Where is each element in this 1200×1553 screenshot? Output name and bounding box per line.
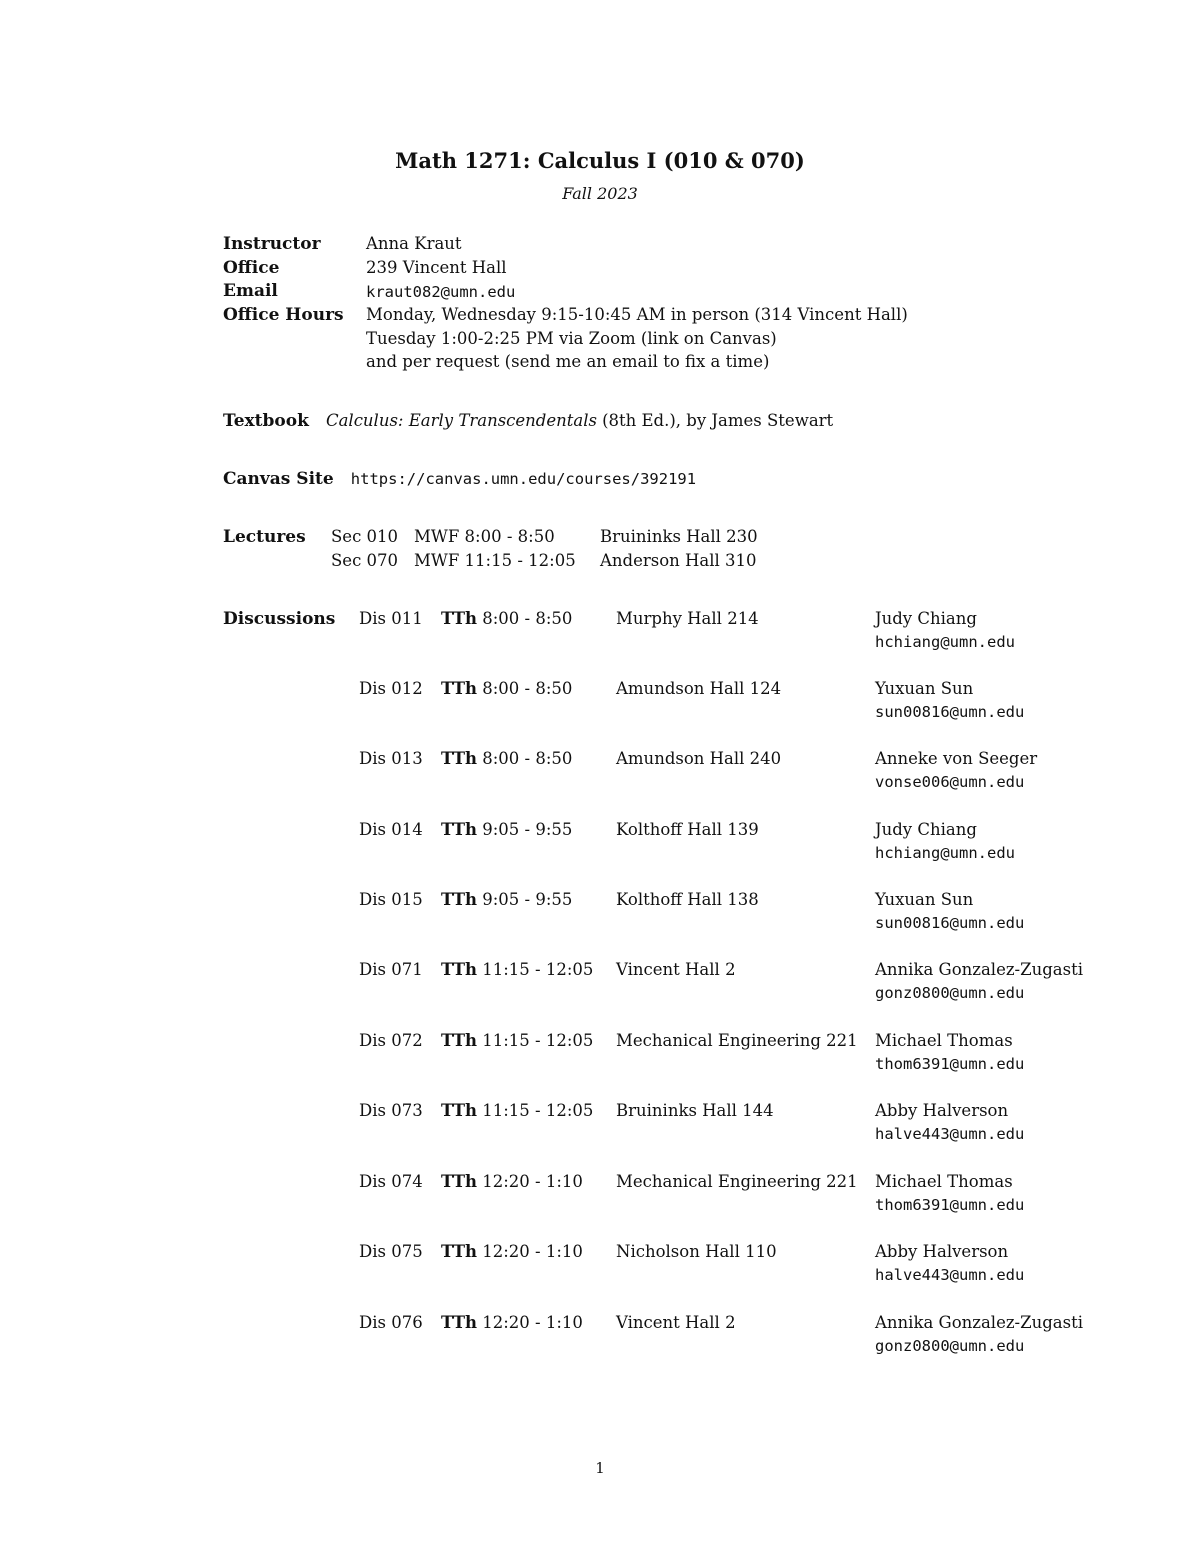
discussion-hours: 9:05 - 9:55 [482,820,573,839]
discussion-room: Vincent Hall 2 [616,1313,736,1332]
textbook-details: (8th Ed.), by James Stewart [602,411,834,430]
lecture-room: Bruininks Hall 230 [600,527,758,546]
ta-name: Judy Chiang [875,820,977,839]
office-hours-line: Tuesday 1:00-2:25 PM via Zoom (link on Canvas) [366,329,777,348]
lecture-section: Sec 010 [331,527,399,546]
discussion-time [441,1101,593,1120]
canvas-line [223,469,696,489]
office-hours-label: Office Hours [223,305,344,325]
discussion-hours: 11:15 - 12:05 [482,960,594,979]
ta-name: Michael Thomas [875,1031,1013,1050]
discussion-section: Dis 072 [359,1031,423,1050]
discussion-days: TTh [441,1242,477,1261]
office-hours-line: and per request (send me an email to fix a time) [366,352,770,371]
lecture-time: MWF 11:15 - 12:05 [414,551,576,570]
page-number: 1 [595,1459,605,1477]
discussion-days: TTh [441,820,477,839]
discussion-time [441,1313,583,1332]
table-row [0,1172,1200,1232]
ta-name: Michael Thomas [875,1172,1013,1191]
ta-email: halve443@umn.edu [875,1266,1025,1284]
discussion-days: TTh [441,1101,477,1120]
ta-email: sun00816@umn.edu [875,914,1025,932]
discussion-room: Kolthoff Hall 139 [616,820,759,839]
discussion-days: TTh [441,609,477,628]
office-hours-line: Monday, Wednesday 9:15-10:45 AM in person (314 Vincent Hall) [366,305,908,324]
discussion-hours: 8:00 - 8:50 [482,749,573,768]
discussion-room: Bruininks Hall 144 [616,1101,774,1120]
discussion-time [441,749,572,768]
discussion-section: Dis 075 [359,1242,423,1261]
discussion-section: Dis 073 [359,1101,423,1120]
instructor-name: Anna Kraut [366,234,462,253]
discussion-time [441,609,572,628]
ta-email: sun00816@umn.edu [875,703,1025,721]
discussion-room: Amundson Hall 240 [616,749,782,768]
instructor-label: Instructor [223,234,321,254]
lecture-time: MWF 8:00 - 8:50 [414,527,555,546]
ta-email: thom6391@umn.edu [875,1055,1025,1073]
discussion-room: Kolthoff Hall 138 [616,890,759,909]
discussion-days: TTh [441,679,477,698]
canvas-label: Canvas Site [223,469,334,489]
textbook-label: Textbook [223,411,309,431]
page-title: Math 1271: Calculus I (010 & 070) [395,148,805,173]
table-row [0,1101,1200,1161]
discussion-hours: 12:20 - 1:10 [482,1313,583,1332]
discussion-time [441,960,593,979]
ta-name: Abby Halverson [875,1242,1009,1261]
office-value: 239 Vincent Hall [366,258,507,277]
discussion-hours: 9:05 - 9:55 [482,890,573,909]
discussion-time [441,1031,593,1050]
discussion-section: Dis 012 [359,679,423,698]
discussion-section: Dis 076 [359,1313,423,1332]
lecture-room: Anderson Hall 310 [600,551,757,570]
discussion-room: Murphy Hall 214 [616,609,759,628]
discussion-room: Mechanical Engineering 221 [616,1031,858,1050]
discussion-room: Mechanical Engineering 221 [616,1172,858,1191]
discussion-room: Amundson Hall 124 [616,679,782,698]
discussion-section: Dis 011 [359,609,423,628]
discussion-days: TTh [441,749,477,768]
instructor-email: kraut082@umn.edu [366,283,516,301]
discussion-time [441,1172,583,1191]
textbook-line [223,411,833,431]
email-label: Email [223,281,278,301]
table-row [0,960,1200,1020]
canvas-url[interactable]: https://canvas.umn.edu/courses/392191 [350,470,697,488]
discussion-time [441,820,572,839]
table-row [0,749,1200,809]
ta-name: Yuxuan Sun [875,890,974,909]
office-label: Office [223,258,280,278]
discussion-hours: 8:00 - 8:50 [482,679,573,698]
ta-email: thom6391@umn.edu [875,1196,1025,1214]
ta-name: Yuxuan Sun [875,679,974,698]
ta-email: hchiang@umn.edu [875,844,1015,862]
discussion-room: Nicholson Hall 110 [616,1242,777,1261]
discussion-days: TTh [441,1172,477,1191]
ta-email: gonz0800@umn.edu [875,984,1025,1002]
discussion-hours: 12:20 - 1:10 [482,1172,583,1191]
discussion-hours: 8:00 - 8:50 [482,609,573,628]
discussion-time [441,1242,583,1261]
ta-email: vonse006@umn.edu [875,773,1025,791]
discussion-section: Dis 071 [359,960,423,979]
discussion-hours: 11:15 - 12:05 [482,1031,594,1050]
discussion-hours: 12:20 - 1:10 [482,1242,583,1261]
ta-email: hchiang@umn.edu [875,633,1015,651]
table-row [0,679,1200,739]
ta-email: halve443@umn.edu [875,1125,1025,1143]
discussion-section: Dis 015 [359,890,423,909]
lectures-label: Lectures [223,527,306,547]
discussion-hours: 11:15 - 12:05 [482,1101,594,1120]
ta-name: Abby Halverson [875,1101,1009,1120]
table-row [0,890,1200,950]
table-row [0,1313,1200,1373]
discussion-days: TTh [441,960,477,979]
ta-name: Anneke von Seeger [875,749,1038,768]
discussion-days: TTh [441,890,477,909]
ta-email: gonz0800@umn.edu [875,1337,1025,1355]
discussion-time [441,679,572,698]
ta-name: Judy Chiang [875,609,977,628]
discussion-room: Vincent Hall 2 [616,960,736,979]
discussion-section: Dis 014 [359,820,423,839]
term-subtitle: Fall 2023 [562,184,638,203]
table-row [0,1242,1200,1302]
discussion-days: TTh [441,1313,477,1332]
ta-name: Annika Gonzalez-Zugasti [875,960,1083,979]
discussions-label: Discussions [223,609,336,629]
textbook-title: Calculus: Early Transcendentals [325,411,597,430]
table-row [0,609,1200,669]
ta-name: Annika Gonzalez-Zugasti [875,1313,1083,1332]
lecture-section: Sec 070 [331,551,399,570]
discussion-days: TTh [441,1031,477,1050]
discussion-time [441,890,572,909]
discussion-section: Dis 074 [359,1172,423,1191]
table-row [0,820,1200,880]
discussion-section: Dis 013 [359,749,423,768]
table-row [0,1031,1200,1091]
